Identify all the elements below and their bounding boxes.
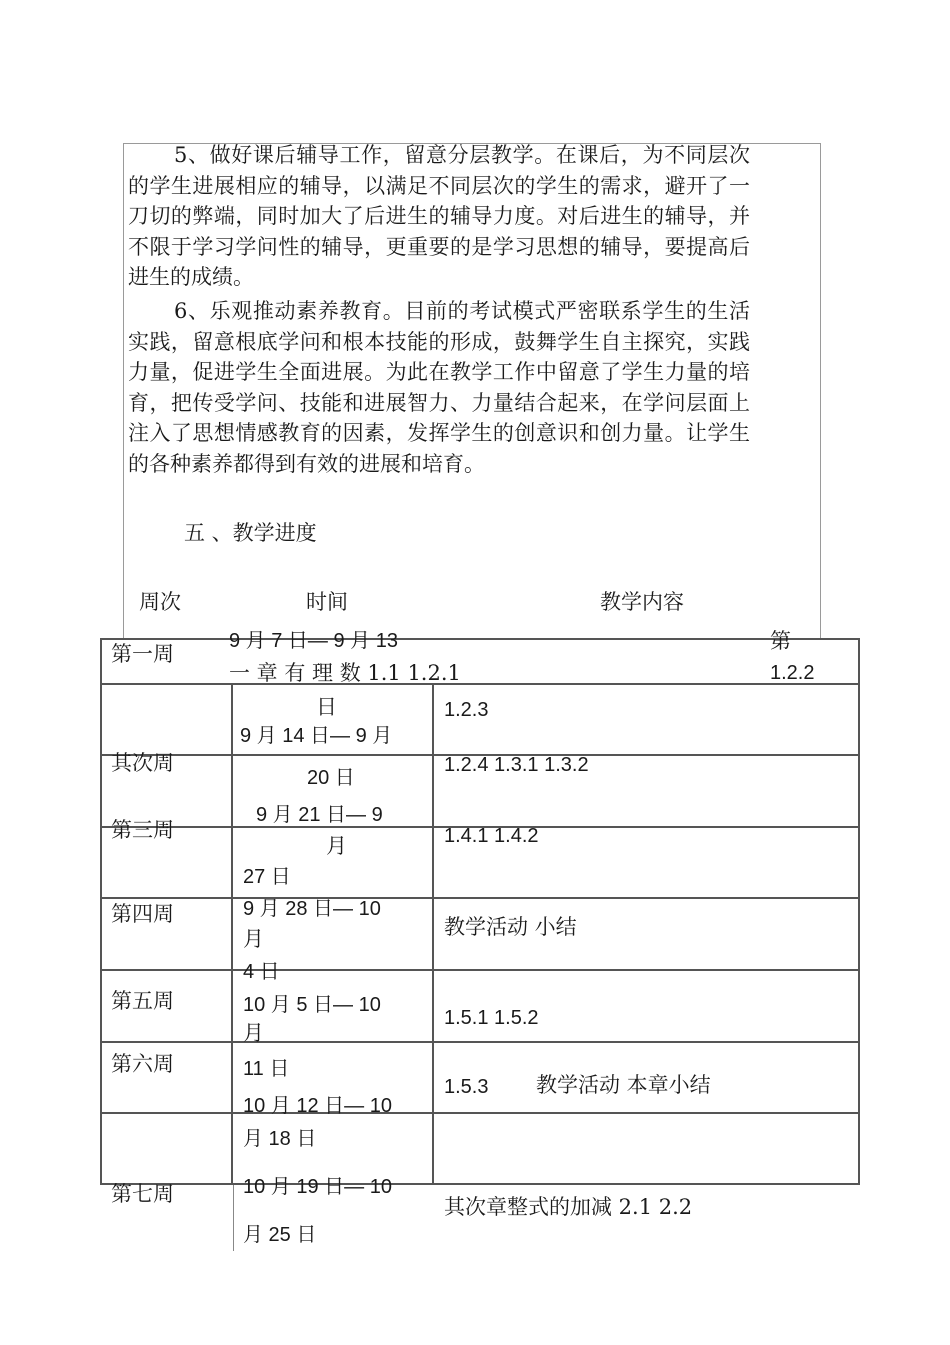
- content-text: 教学活动 小结: [444, 915, 577, 939]
- paragraph-5: 5、做好课后辅导工作，留意分层教学。在课后，为不同层次的学生进展相应的辅导，以满足不同层次的学生的需求，避开了一刀切的弊端，同时加大了后进生的辅导力度。对后进生的辅导，并不限于学习学问性的辅导，更重要的是学习思想的辅导，要提高后进生的成绩。: [128, 143, 750, 289]
- content-text: 1.4.1 1.4.2: [444, 825, 539, 847]
- table-line: [858, 638, 860, 1185]
- content-text: 其次章整式的加减 2.1 2.2: [444, 1195, 693, 1219]
- time-text: 20 日: [307, 767, 355, 789]
- week-label: 第七周: [111, 1182, 174, 1206]
- content-text: 1.5.3: [444, 1076, 489, 1098]
- paragraph-6: 6、乐观推动素养教育。目前的考试模式严密联系学生的生活实践，留意根底学问和根本技能的形成，鼓舞学生自主探究，实践力量，促进学生全面进展。为此在教学工作中留意了学生力量的培育，把传受学问、技能和进展智力、力量结合起来，在学问层面上注入了思想情感教育的因素，发挥学生的创意识和创力量。让学生的各种素养都得到有效的进展和培育。: [128, 299, 750, 476]
- time-text: 11 日: [243, 1058, 290, 1080]
- table-line: [233, 1185, 234, 1251]
- table-line: [432, 683, 434, 1185]
- time-text: 10 月 12 日— 10: [243, 1095, 392, 1117]
- week-label: 第一周: [111, 642, 174, 666]
- table-line: [101, 638, 860, 640]
- table-line: [101, 1112, 860, 1114]
- table-line: [101, 1041, 860, 1043]
- header-time: 时间: [306, 590, 348, 614]
- table-line: [101, 969, 860, 971]
- time-text: 10 月 5 日— 10: [243, 994, 381, 1016]
- time-text: 9 月 7 日— 9 月 13: [229, 630, 398, 652]
- header-week: 周次: [139, 590, 181, 614]
- table-line: [101, 683, 860, 685]
- table-line: [101, 897, 860, 899]
- time-text: 月 25 日: [243, 1224, 317, 1246]
- table-line: [100, 638, 102, 1185]
- content-text: 第: [770, 629, 791, 653]
- time-text: 9 月 14 日— 9 月: [240, 725, 393, 747]
- time-text: 月 18 日: [243, 1128, 317, 1150]
- content-text: 1.2.3: [444, 699, 489, 721]
- time-text: 9 月 28 日— 10: [243, 898, 381, 920]
- time-text: 月: [243, 1021, 264, 1045]
- content-text: 教学活动 本章小结: [536, 1073, 711, 1097]
- week-label: 其次周: [111, 751, 174, 775]
- section-title: 五 、教学进度: [184, 521, 317, 545]
- table-line: [101, 1183, 860, 1185]
- week-label: 第五周: [111, 989, 174, 1013]
- week-label: 第六周: [111, 1052, 174, 1076]
- week-label: 第三周: [111, 818, 174, 842]
- time-text: 10 月 19 日— 10: [243, 1176, 392, 1198]
- time-text: 4 日: [243, 961, 280, 983]
- time-text: 9 月 21 日— 9: [256, 804, 383, 826]
- time-text: 日: [316, 695, 337, 719]
- content-text: 1.2.2: [770, 662, 815, 684]
- time-text: 27 日: [243, 866, 291, 888]
- content-text: 一 章 有 理 数 1.1 1.2.1: [229, 661, 461, 685]
- content-text: 1.5.1 1.5.2: [444, 1007, 539, 1029]
- week-label: 第四周: [111, 902, 174, 926]
- content-text: 1.2.4 1.3.1 1.3.2: [444, 754, 589, 776]
- time-text: 月: [243, 927, 264, 951]
- header-content: 教学内容: [600, 590, 684, 614]
- table-line: [231, 683, 233, 1185]
- time-text: 月: [326, 834, 347, 858]
